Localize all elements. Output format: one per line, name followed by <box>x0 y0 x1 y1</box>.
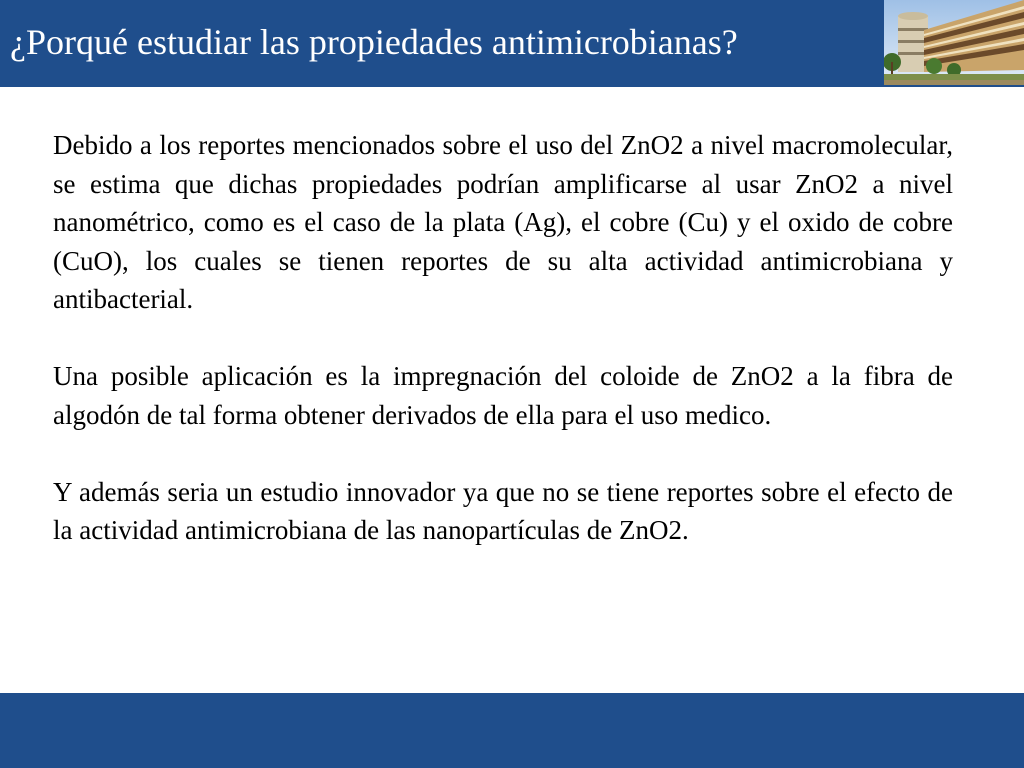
paragraph-2: Una posible aplicación es la impregnación del coloide de ZnO2 a la fibra de algodón de tal forma obtener derivados de ella para el uso medico. <box>53 361 953 430</box>
footer-bar <box>0 693 1024 768</box>
body-text <box>53 126 953 550</box>
paragraph-3: Y además seria un estudio innovador ya que no se tiene reportes sobre el efecto de la actividad antimicrobiana de las nanopartículas de ZnO2. <box>53 476 953 545</box>
header-bar <box>0 0 884 87</box>
slide-title: ¿Porqué estudiar las propiedades antimicrobianas? <box>10 22 738 62</box>
campus-building-photo-icon <box>884 0 1024 87</box>
paragraph-1: Debido a los reportes mencionados sobre el uso del ZnO2 a nivel macromolecular, se estima que dichas propiedades podrían amplificarse al usar ZnO2 a nivel nanométrico, como es el caso de la plata (Ag), el cobre (Cu) y el oxido de cobre (CuO), los cuales se tienen reportes de su alta actividad antimicrobiana y antibacterial. <box>53 130 953 314</box>
